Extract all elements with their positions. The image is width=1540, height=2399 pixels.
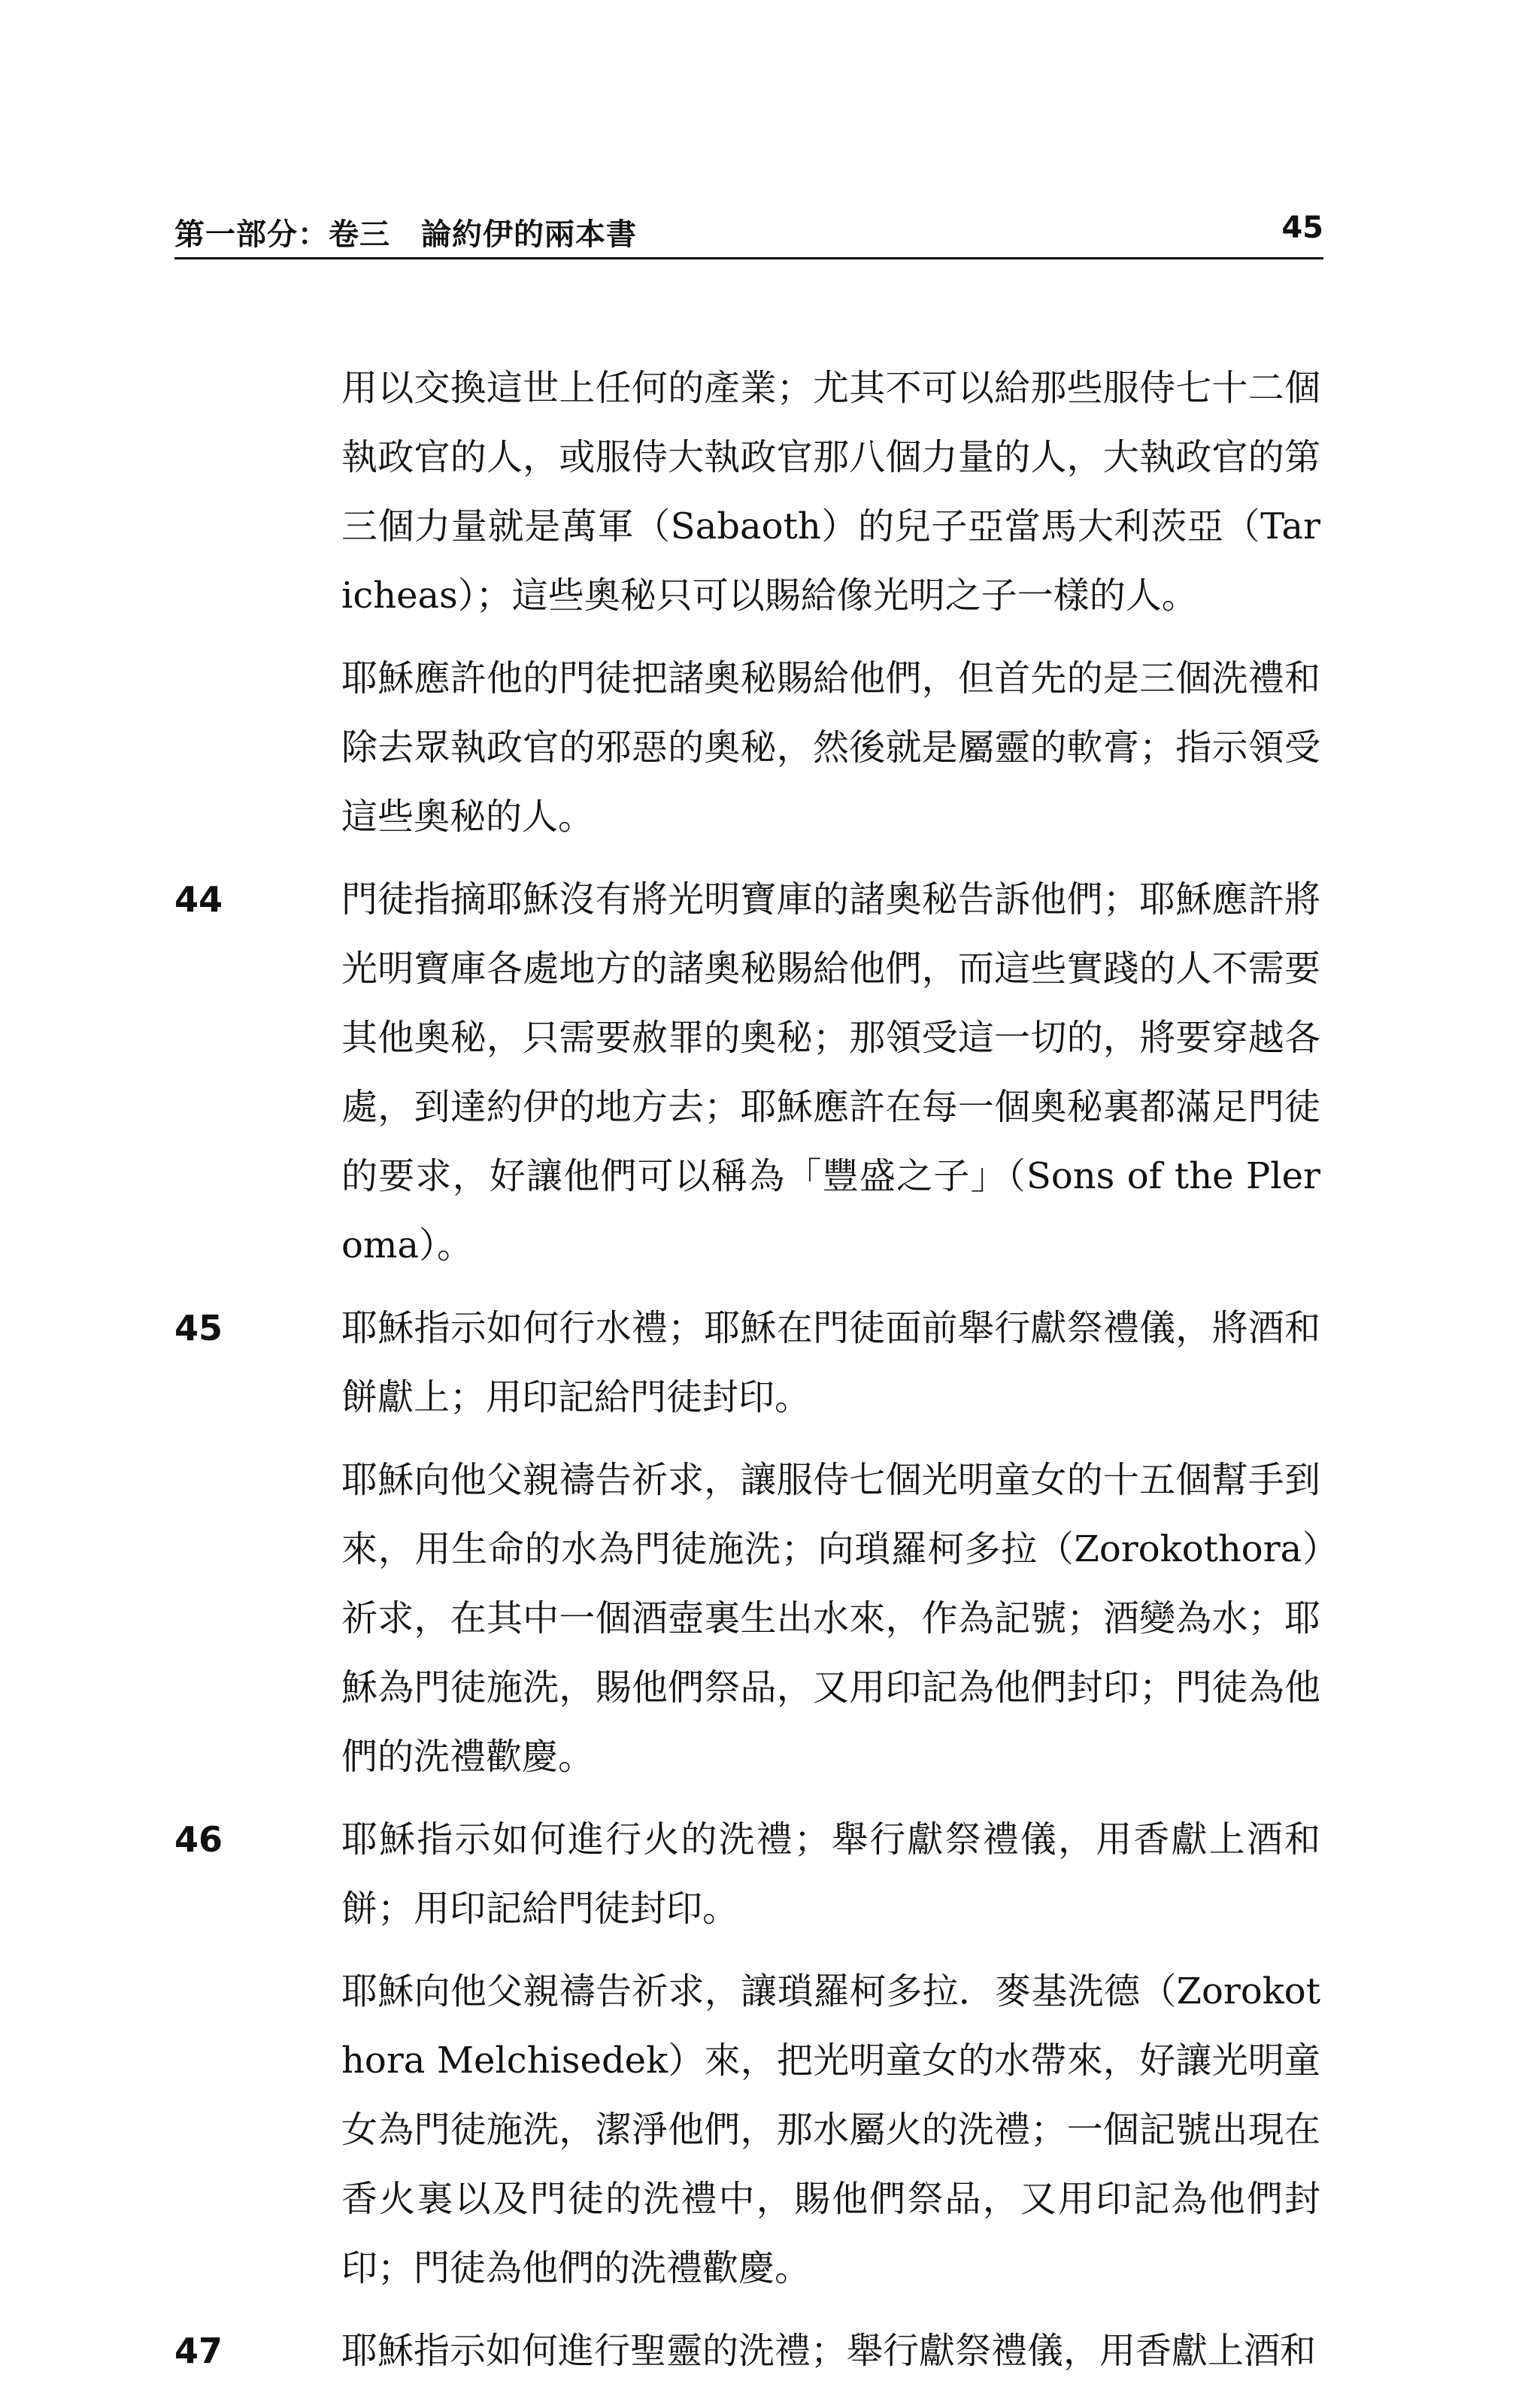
running-header <box>174 205 1323 259</box>
verse-number: 44 <box>174 879 223 920</box>
paragraph <box>174 1294 1320 1432</box>
paragraph <box>341 353 1320 630</box>
paragraph-text: 用以交換這世上任何的產業；尤其不可以給那些服侍七十二個執政官的人，或服侍大執政官那八個力量的人，大執政官的第三個力量就是萬軍（Sabaoth）的兒子亞當馬大利茨亞（Taricheas）；這些奧秘只可以賜給像光明之子一樣的人。 <box>341 367 1320 617</box>
paragraph-text: 耶穌指示如何行水禮；耶穌在門徒面前舉行獻祭禮儀，將酒和餅獻上；用印記給門徒封印。 <box>341 1307 1320 1418</box>
paragraph-text: 耶穌指示如何進行聖靈的洗禮；舉行獻祭禮儀，用香獻上酒和 <box>341 2330 1317 2372</box>
paragraph-text: 耶穌應許他的門徒把諸奧秘賜給他們，但首先的是三個洗禮和除去眾執政官的邪惡的奧秘，然後就是屬靈的軟膏；指示領受這些奧秘的人。 <box>341 657 1320 838</box>
verse-number: 47 <box>174 2331 223 2371</box>
paragraph <box>341 644 1320 851</box>
paragraph <box>341 1957 1320 2303</box>
paragraph-text: 耶穌指示如何進行火的洗禮；舉行獻祭禮儀，用香獻上酒和餅；用印記給門徒封印。 <box>341 1818 1320 1930</box>
verse-number: 45 <box>174 1308 223 1348</box>
paragraph-text: 耶穌向他父親禱告祈求，讓服侍七個光明童女的十五個幫手到來，用生命的水為門徒施洗；向瑣羅柯多拉（Zorokothora）祈求，在其中一個酒壺裏生出水來，作為記號；酒變為水；耶穌為門徒施洗，賜他們祭品，又用印記為他們封印；門徒為他們的洗禮歡慶。 <box>341 1459 1320 1778</box>
paragraph <box>174 865 1320 1280</box>
paragraph <box>174 2316 1320 2385</box>
paragraph <box>341 1445 1320 1791</box>
page-body <box>174 353 1320 2399</box>
paragraph <box>174 1805 1320 1943</box>
header-title: 第一部分：卷三 論約伊的兩本書 <box>174 217 637 252</box>
page-number: 45 <box>1281 211 1323 245</box>
verse-number: 46 <box>174 1819 223 1860</box>
paragraph-text: 耶穌向他父親禱告祈求，讓瑣羅柯多拉．麥基洗德（Zorokothora Melchisedek）來，把光明童女的水帶來，好讓光明童女為門徒施洗，潔淨他們，那水屬火的洗禮；一個記號出現在香火裏以及門徒的洗禮中，賜他們祭品，又用印記為他們封印；門徒為他們的洗禮歡慶。 <box>341 1970 1320 2289</box>
paragraph-text: 門徒指摘耶穌沒有將光明寶庫的諸奧秘告訴他們；耶穌應許將光明寶庫各處地方的諸奧秘賜給他們，而這些實踐的人不需要其他奧秘，只需要赦罪的奧秘；那領受這一切的，將要穿越各處，到達約伊的地方去；耶穌應許在每一個奧秘裏都滿足門徒的要求，好讓他們可以稱為「豐盛之子」（Sons of the Pleroma）。 <box>341 878 1320 1266</box>
